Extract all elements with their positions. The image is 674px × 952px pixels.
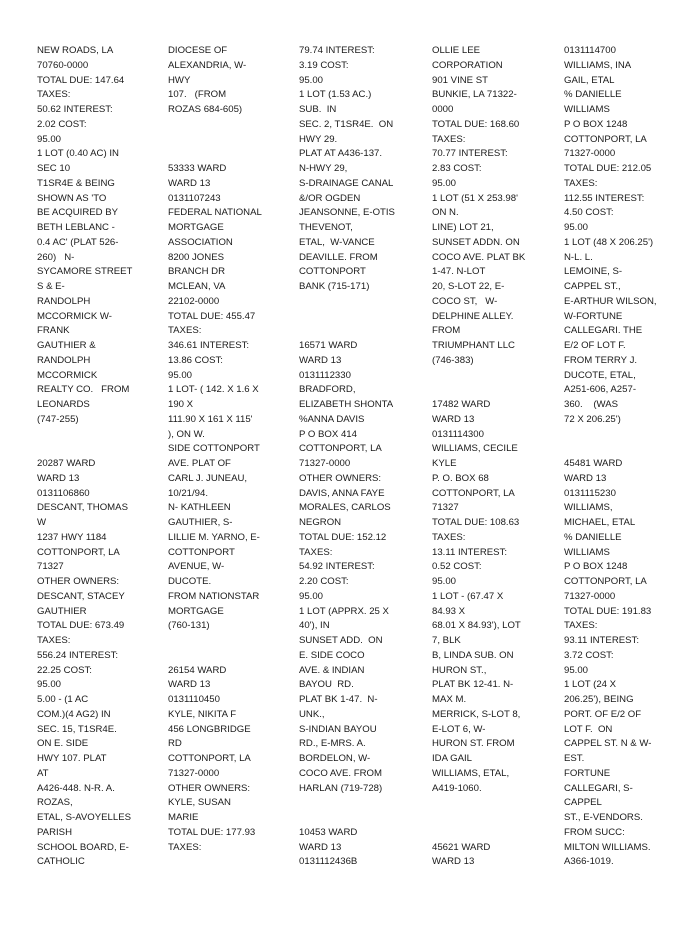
text-line: 71327-0000 xyxy=(564,590,616,602)
text-line: UNK., xyxy=(299,708,325,720)
text-line: COTTONPORT xyxy=(168,546,235,558)
text-line: TAXES: xyxy=(37,89,71,101)
text-line: 0131107243 xyxy=(168,192,221,204)
text-line: S-INDIAN BAYOU xyxy=(299,723,377,735)
text-line: FROM NATIONSTAR xyxy=(168,590,260,602)
text-line: GAUTHIER, S- xyxy=(168,517,233,528)
text-line: COTTONPORT, LA xyxy=(564,576,647,587)
text-line: TOTAL DUE: 673.49 xyxy=(37,620,125,632)
text-line: CAPPEL ST., xyxy=(564,281,621,292)
text-line: TOTAL DUE: 177.93 xyxy=(168,826,256,838)
text-line: TAXES: xyxy=(168,325,202,337)
text-line: 71327-0000 xyxy=(564,148,616,160)
text-line: BANK (715-171) xyxy=(299,281,370,292)
text-line: LILLIE M. YARNO, E- xyxy=(168,531,260,543)
text-line: 71327-0000 xyxy=(299,458,351,469)
text-line: 95.00 xyxy=(299,590,324,602)
text-line: 84.93 X xyxy=(432,605,466,617)
text-line: P O BOX 1248 xyxy=(564,561,628,573)
text-line: A251-606, A257- xyxy=(564,384,637,396)
text-line: E-LOT 6, W- xyxy=(432,723,486,735)
text-line: RANDOLPH xyxy=(37,295,91,307)
text-line xyxy=(432,383,525,398)
text-line: JEANSONNE, E-OTIS xyxy=(299,207,395,219)
text-column-1 xyxy=(37,44,132,870)
text-line: DEAVILLE. FROM xyxy=(299,251,378,263)
text-line: REALTY CO. FROM xyxy=(37,384,130,396)
text-line: KYLE xyxy=(432,458,457,469)
text-line: MAX M. xyxy=(432,694,467,705)
text-line: GAIL, ETAL xyxy=(564,74,615,86)
text-line: EST. xyxy=(564,753,585,764)
text-line: (760-131) xyxy=(168,620,210,632)
text-line: 16571 WARD xyxy=(299,340,358,351)
text-column-3 xyxy=(299,44,395,870)
text-line: T1SR4E & BEING xyxy=(37,177,115,189)
text-line: NEGRON xyxy=(299,517,342,528)
text-line: 7, BLK xyxy=(432,635,461,646)
text-line: P O BOX 1248 xyxy=(564,118,628,130)
text-line: HURON ST., xyxy=(432,664,487,676)
text-line: BETH LEBLANC - xyxy=(37,222,115,233)
text-line: SUNSET ADDN. ON xyxy=(432,236,520,248)
text-line: 17482 WARD xyxy=(432,399,491,410)
text-line: AVENUE, W- xyxy=(168,561,225,573)
text-line xyxy=(432,811,525,826)
text-line: COTTONPORT, LA xyxy=(299,443,382,455)
text-line: COTTONPORT, LA xyxy=(168,753,251,764)
text-line: COTTONPORT, LA xyxy=(37,546,120,558)
text-line: 79.74 INTEREST: xyxy=(299,45,375,56)
text-line: 71327 xyxy=(432,502,459,514)
text-line: LINE) LOT 21, xyxy=(432,222,494,233)
text-line: FEDERAL NATIONAL xyxy=(168,207,262,219)
text-line xyxy=(432,826,525,841)
text-line: RD., E-MRS. A. xyxy=(299,738,366,750)
text-line: E-ARTHUR WILSON, xyxy=(564,295,657,307)
text-line: 1 LOT (1.53 AC.) xyxy=(299,89,372,101)
text-line: 1 LOT - (67.47 X xyxy=(432,590,504,602)
text-line xyxy=(168,649,262,664)
text-column-4 xyxy=(432,44,525,870)
text-line: PARISH xyxy=(37,826,73,838)
text-line: 22.25 COST: xyxy=(37,664,92,676)
text-line: RANDOLPH xyxy=(37,354,91,366)
text-line: 0.52 COST: xyxy=(432,561,482,573)
text-line: 901 VINE ST xyxy=(432,74,488,86)
text-line: 1 LOT (APPRX. 25 X xyxy=(299,605,389,617)
text-line: FRANK xyxy=(37,325,70,337)
text-line: N-HWY 29, xyxy=(299,163,348,174)
text-line: OLLIE LEE xyxy=(432,45,480,56)
text-line: 2.20 COST: xyxy=(299,576,349,587)
text-line: MCLEAN, VA xyxy=(168,281,226,292)
text-line: 45481 WARD xyxy=(564,458,623,469)
text-line: WILLIAMS, INA xyxy=(564,59,632,71)
text-line: AVE. & INDIAN xyxy=(299,664,365,676)
text-line: B, LINDA SUB. ON xyxy=(432,649,514,661)
text-line: TOTAL DUE: 152.12 xyxy=(299,531,387,543)
text-line: TOTAL DUE: 147.64 xyxy=(37,74,125,86)
text-line: WARD 13 xyxy=(564,472,607,484)
text-line: 95.00 xyxy=(168,369,193,381)
text-line: WARD 13 xyxy=(168,177,211,189)
text-line: DESCANT, THOMAS xyxy=(37,502,128,514)
text-line: SYCAMORE STREET xyxy=(37,266,133,278)
text-line: CALLEGARI, S- xyxy=(564,782,633,794)
text-line: OTHER OWNERS: xyxy=(168,782,251,794)
text-line: ASSOCIATION xyxy=(168,236,233,248)
text-line: 20287 WARD xyxy=(37,458,96,469)
text-line: HWY 107. PLAT xyxy=(37,753,107,764)
text-line: FROM TERRY J. xyxy=(564,354,638,366)
text-line: E/2 OF LOT F. xyxy=(564,340,626,351)
text-line: ROZAS 684-605) xyxy=(168,104,243,115)
text-line: DIOCESE OF xyxy=(168,45,228,56)
text-line: WARD 13 xyxy=(299,354,342,366)
text-line: COM.)(4 AG2) IN xyxy=(37,708,111,720)
text-line: DAVIS, ANNA FAYE xyxy=(299,487,385,499)
text-line: 54.92 INTEREST: xyxy=(299,561,375,573)
text-line: TAXES: xyxy=(432,133,466,145)
text-line: 10453 WARD xyxy=(299,826,358,838)
text-line: FORTUNE xyxy=(564,767,611,779)
text-line xyxy=(299,310,395,325)
text-line: MCCORMICK W- xyxy=(37,310,112,322)
text-line: 0131115230 xyxy=(564,487,616,499)
text-line: ), ON W. xyxy=(168,428,205,440)
text-line: KYLE, NIKITA F xyxy=(168,708,237,720)
text-column-5 xyxy=(564,44,657,870)
text-line xyxy=(37,428,132,443)
text-line: ON E. SIDE xyxy=(37,738,89,750)
text-line: 1 LOT (0.40 AC) IN xyxy=(37,148,119,160)
text-line: 1 LOT (48 X 206.25') xyxy=(564,236,654,248)
text-line: TRIUMPHANT LLC xyxy=(432,340,515,351)
text-line: BAYOU RD. xyxy=(299,679,354,691)
text-line xyxy=(564,442,657,457)
text-line: 72 X 206.25') xyxy=(564,413,621,425)
text-line: ELIZABETH SHONTA xyxy=(299,399,394,410)
text-line: COCO ST, W- xyxy=(432,295,498,307)
text-line: SEC 10 xyxy=(37,163,71,174)
text-line: BUNKIE, LA 71322- xyxy=(432,89,517,101)
text-line: COTTONPORT, LA xyxy=(564,133,647,145)
text-line: SUB. IN xyxy=(299,104,337,115)
text-line: TOTAL DUE: 108.63 xyxy=(432,517,520,528)
text-line: 0131114300 xyxy=(432,428,484,440)
text-line: COCO AVE. FROM xyxy=(299,767,382,779)
text-line: 70760-0000 xyxy=(37,59,89,71)
text-line: WILLIAMS xyxy=(564,546,610,558)
text-line xyxy=(432,796,525,811)
text-line: DESCANT, STACEY xyxy=(37,590,125,602)
text-line: TOTAL DUE: 168.60 xyxy=(432,118,520,130)
text-line: 2.02 COST: xyxy=(37,118,87,130)
text-line: FROM SUCC: xyxy=(564,826,625,838)
text-line: HWY 29. xyxy=(299,133,338,145)
text-line: S & E- xyxy=(37,281,65,292)
text-line: 3.19 COST: xyxy=(299,59,349,71)
text-line xyxy=(299,796,395,811)
text-line: WILLIAMS xyxy=(564,104,610,115)
text-line: PLAT AT A436-137. xyxy=(299,148,383,160)
text-line: MILTON WILLIAMS. xyxy=(564,841,651,853)
text-line: SHOWN AS 'TO xyxy=(37,192,107,204)
text-line: TAXES: xyxy=(564,620,598,632)
text-line: 95.00 xyxy=(432,576,457,587)
text-line: 4.50 COST: xyxy=(564,207,614,219)
text-line: DUCOTE, ETAL, xyxy=(564,369,636,381)
text-line: DELPHINE ALLEY. xyxy=(432,310,514,322)
text-line: 0131110450 xyxy=(168,694,220,705)
text-line: 1-47. N-LOT xyxy=(432,266,486,278)
text-line: AVE. PLAT OF xyxy=(168,458,231,469)
text-line: TOTAL DUE: 191.83 xyxy=(564,605,652,617)
text-line: PLAT BK 12-41. N- xyxy=(432,679,514,691)
text-line: HURON ST. FROM xyxy=(432,738,515,750)
text-line: SCHOOL BOARD, E- xyxy=(37,841,129,853)
text-line: AT xyxy=(37,767,49,779)
text-line: CAPPEL xyxy=(564,797,602,809)
text-line: 1 LOT- ( 142. X 1.6 X xyxy=(168,384,259,396)
text-line: LOT F. ON xyxy=(564,723,613,735)
text-column-2 xyxy=(168,44,262,855)
text-line: TAXES: xyxy=(432,531,466,543)
text-line: RD xyxy=(168,738,182,750)
text-line: 456 LONGBRIDGE xyxy=(168,723,251,735)
text-line: WARD 13 xyxy=(168,679,211,691)
text-line: 0131106860 xyxy=(37,487,90,499)
text-line: 13.11 INTEREST: xyxy=(432,546,508,558)
text-line: SIDE COTTONPORT xyxy=(168,443,260,455)
text-line: FROM xyxy=(432,325,461,337)
text-line: 360. (WAS xyxy=(564,399,619,410)
text-line: 50.62 INTEREST: xyxy=(37,104,113,115)
text-line: 1237 HWY 1184 xyxy=(37,531,107,543)
text-line xyxy=(432,369,525,384)
text-line: MORALES, CARLOS xyxy=(299,502,391,514)
text-line: OTHER OWNERS: xyxy=(299,472,382,484)
text-line: CARL J. JUNEAU, xyxy=(168,472,248,484)
text-line: E. SIDE COCO xyxy=(299,649,365,661)
text-line: PORT. OF E/2 OF xyxy=(564,708,642,720)
text-line: HARLAN (719-728) xyxy=(299,782,383,794)
text-line: 0000 xyxy=(432,104,454,115)
text-line: TOTAL DUE: 212.05 xyxy=(564,163,652,174)
text-line: (747-255) xyxy=(37,413,79,425)
text-line: 26154 WARD xyxy=(168,664,227,676)
text-line: ETAL, S-AVOYELLES xyxy=(37,812,132,823)
text-line: CAPPEL ST. N & W- xyxy=(564,738,652,750)
text-line: 556.24 INTEREST: xyxy=(37,649,119,661)
text-line xyxy=(168,147,262,162)
text-line xyxy=(168,133,262,148)
text-line: HWY xyxy=(168,74,191,86)
text-line xyxy=(37,442,132,457)
text-line: NEW ROADS, LA xyxy=(37,45,114,56)
text-line: KYLE, SUSAN xyxy=(168,797,231,809)
text-line: ON N. xyxy=(432,207,459,219)
text-line: 107. (FROM xyxy=(168,89,227,101)
text-line: 206.25'), BEING xyxy=(564,694,634,705)
text-line: 8200 JONES xyxy=(168,251,224,263)
text-line xyxy=(299,811,395,826)
text-line: 2.83 COST: xyxy=(432,163,482,174)
text-line: GAUTHIER & xyxy=(37,340,96,351)
text-line: ST., E-VENDORS. xyxy=(564,812,643,823)
text-line: 22102-0000 xyxy=(168,295,220,307)
text-line xyxy=(168,634,262,649)
text-line: 0131112436B xyxy=(299,856,358,868)
text-line: WARD 13 xyxy=(432,856,475,868)
text-line: WILLIAMS, CECILE xyxy=(432,443,518,455)
text-line: 93.11 INTEREST: xyxy=(564,635,640,646)
text-line: THEVENOT, xyxy=(299,222,353,233)
text-line: CORPORATION xyxy=(432,59,503,71)
text-line: 95.00 xyxy=(564,222,589,233)
text-line: WARD 13 xyxy=(432,413,475,425)
text-line: P O BOX 414 xyxy=(299,428,357,440)
text-line: 95.00 xyxy=(299,74,324,86)
text-line: TAXES: xyxy=(564,177,598,189)
text-line: LEMOINE, S- xyxy=(564,266,623,278)
text-line: 95.00 xyxy=(37,679,62,691)
text-line: SEC. 15, T1SR4E. xyxy=(37,723,117,735)
text-line: GAUTHIER xyxy=(37,605,87,617)
text-line: 71327-0000 xyxy=(168,767,220,779)
text-line: 71327 xyxy=(37,561,64,573)
text-line: 68.01 X 84.93'), LOT xyxy=(432,620,521,632)
text-line: 10/21/94. xyxy=(168,487,209,499)
text-line: CALLEGARI. THE xyxy=(564,325,643,337)
text-line: COCO AVE. PLAT BK xyxy=(432,251,526,263)
text-line: N- KATHLEEN xyxy=(168,502,231,514)
text-line: MERRICK, S-LOT 8, xyxy=(432,708,521,720)
text-line: LEONARDS xyxy=(37,399,90,410)
text-line: 112.55 INTEREST: xyxy=(564,192,645,204)
text-line: 111.90 X 161 X 115' xyxy=(168,413,253,425)
text-line: MORTGAGE xyxy=(168,222,224,233)
text-line: PLAT BK 1-47. N- xyxy=(299,694,378,705)
text-line: WARD 13 xyxy=(37,472,80,484)
text-line: BRANCH DR xyxy=(168,266,226,278)
text-line: 3.72 COST: xyxy=(564,649,614,661)
text-line: WILLIAMS, xyxy=(564,502,613,514)
text-line: W-FORTUNE xyxy=(564,310,623,322)
text-line: P. O. BOX 68 xyxy=(432,472,489,484)
text-line xyxy=(564,428,657,443)
text-line: SUNSET ADD. ON xyxy=(299,635,383,646)
text-line: 70.77 INTEREST: xyxy=(432,148,508,160)
text-line: S-DRAINAGE CANAL xyxy=(299,177,394,189)
text-line: 260) N- xyxy=(37,251,75,263)
text-line: 190 X xyxy=(168,399,194,410)
text-line: MICHAEL, ETAL xyxy=(564,517,636,528)
text-line: A426-448. N-R. A. xyxy=(37,782,115,794)
text-line: 0131114700 xyxy=(564,45,616,56)
text-line: MORTGAGE xyxy=(168,605,224,617)
text-line: % DANIELLE xyxy=(564,89,622,101)
text-line: 346.61 INTEREST: xyxy=(168,340,250,351)
text-line: &/OR OGDEN xyxy=(299,192,361,204)
text-line: ROZAS, xyxy=(37,797,73,809)
text-line: TAXES: xyxy=(299,546,333,558)
text-line: TAXES: xyxy=(168,841,202,853)
text-line: 53333 WARD xyxy=(168,163,227,174)
text-line: COTTONPORT, LA xyxy=(432,487,515,499)
text-line xyxy=(299,295,395,310)
text-line: W xyxy=(37,517,47,528)
text-line: %ANNA DAVIS xyxy=(299,413,365,425)
text-line: 95.00 xyxy=(37,133,62,145)
text-line: N-L. L. xyxy=(564,251,593,263)
text-line: 13.86 COST: xyxy=(168,354,223,366)
text-line xyxy=(168,118,262,133)
text-line: 20, S-LOT 22, E- xyxy=(432,281,505,292)
text-line: BORDELON, W- xyxy=(299,753,371,764)
text-line: TOTAL DUE: 455.47 xyxy=(168,310,256,322)
text-line: COTTONPORT xyxy=(299,266,366,278)
text-line: SEC. 2, T1SR4E. ON xyxy=(299,118,394,130)
text-line: 95.00 xyxy=(564,664,589,676)
text-line: 95.00 xyxy=(432,177,457,189)
text-line: IDA GAIL xyxy=(432,753,472,764)
text-line: CATHOLIC xyxy=(37,856,85,868)
text-line: MARIE xyxy=(168,812,199,823)
text-line: WARD 13 xyxy=(299,841,342,853)
text-line: 1 LOT (24 X xyxy=(564,679,617,691)
text-line: TAXES: xyxy=(37,635,71,646)
text-line: 5.00 - (1 AC xyxy=(37,694,89,705)
text-line: % DANIELLE xyxy=(564,531,622,543)
text-line: 45621 WARD xyxy=(432,841,491,853)
text-line: ETAL, W-VANCE xyxy=(299,236,375,248)
text-line: (746-383) xyxy=(432,354,474,366)
text-line: ALEXANDRIA, W- xyxy=(168,59,247,71)
text-line xyxy=(299,324,395,339)
text-line: 40'), IN xyxy=(299,620,330,632)
text-line: A419-1060. xyxy=(432,782,482,794)
text-line: WILLIAMS, ETAL, xyxy=(432,767,510,779)
text-line: MCCORMICK xyxy=(37,369,98,381)
text-line: OTHER OWNERS: xyxy=(37,576,120,587)
text-line: A366-1019. xyxy=(564,856,614,868)
text-line: DUCOTE. xyxy=(168,576,212,587)
text-line: 1 LOT (51 X 253.98' xyxy=(432,192,518,204)
text-line: 0.4 AC' (PLAT 526- xyxy=(37,236,119,248)
text-line: BE ACQUIRED BY xyxy=(37,207,119,219)
text-line: BRADFORD, xyxy=(299,384,356,396)
text-line: 0131112330 xyxy=(299,369,351,381)
